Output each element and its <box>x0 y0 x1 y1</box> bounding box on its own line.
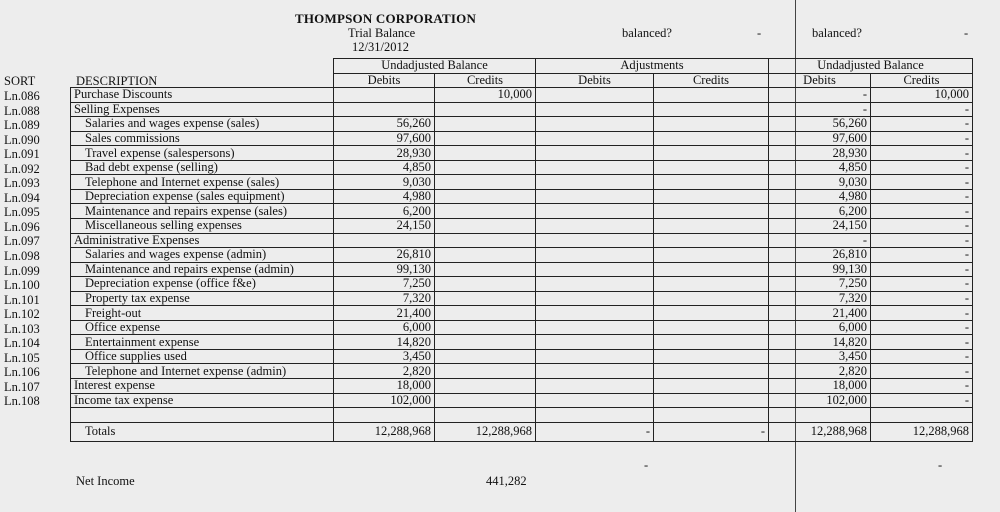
amount-cell <box>654 364 769 379</box>
amount-cell <box>536 233 654 248</box>
amount-cell: - <box>871 160 973 175</box>
amount-cell <box>435 189 536 204</box>
amount-cell <box>435 262 536 277</box>
amount-cell: 9,030 <box>334 175 435 190</box>
amount-cell: - <box>871 175 973 190</box>
amount-cell: 18,000 <box>334 379 435 394</box>
table-row <box>71 277 973 292</box>
empty-cell <box>654 408 769 423</box>
amount-cell <box>536 146 654 161</box>
amount-cell: 26,810 <box>334 248 435 263</box>
amount-cell <box>654 219 769 234</box>
amount-cell <box>536 204 654 219</box>
sort-code: Ln.097 <box>4 234 40 249</box>
group-spacer <box>71 59 334 74</box>
amount-cell <box>654 160 769 175</box>
amount-cell: 24,150 <box>769 219 871 234</box>
table-row <box>71 379 973 394</box>
amount-cell: 4,850 <box>334 160 435 175</box>
sort-code: Ln.093 <box>4 176 40 191</box>
amount-cell: 6,200 <box>334 204 435 219</box>
col-bal-debits: Debits <box>769 73 871 88</box>
col-unadj-credits: Credits <box>435 73 536 88</box>
amount-cell <box>435 320 536 335</box>
amount-cell: 4,980 <box>769 189 871 204</box>
amount-cell: - <box>871 364 973 379</box>
amount-cell <box>536 189 654 204</box>
table-row <box>71 131 973 146</box>
amount-cell: 24,150 <box>334 219 435 234</box>
amount-cell: - <box>871 146 973 161</box>
amount-cell: 10,000 <box>435 88 536 103</box>
row-description: Salaries and wages expense (admin) <box>71 248 334 263</box>
col-bal-credits: Credits <box>871 73 973 88</box>
sort-code: Ln.094 <box>4 190 40 205</box>
table-row <box>71 88 973 103</box>
amount-cell <box>435 306 536 321</box>
amount-cell: 26,810 <box>769 248 871 263</box>
sort-code: Ln.101 <box>4 292 40 307</box>
table-row <box>71 160 973 175</box>
total-cell: - <box>654 422 769 441</box>
empty-cell <box>334 408 435 423</box>
amount-cell <box>334 88 435 103</box>
sort-header: SORT <box>4 74 36 88</box>
amount-cell <box>654 131 769 146</box>
amount-cell <box>334 233 435 248</box>
company-name: THOMPSON CORPORATION <box>295 11 477 26</box>
amount-cell: 21,400 <box>334 306 435 321</box>
amount-cell <box>536 117 654 132</box>
amount-cell: - <box>871 117 973 132</box>
table-row <box>71 248 973 263</box>
amount-cell <box>435 146 536 161</box>
amount-cell <box>536 175 654 190</box>
amount-cell <box>654 320 769 335</box>
sort-column <box>4 89 40 409</box>
row-description: Administrative Expenses <box>71 233 334 248</box>
total-cell: 12,288,968 <box>334 422 435 441</box>
col-unadj-debits: Debits <box>334 73 435 88</box>
amount-cell: 10,000 <box>871 88 973 103</box>
amount-cell: 97,600 <box>334 131 435 146</box>
row-description: Office expense <box>71 320 334 335</box>
amount-cell: 4,980 <box>334 189 435 204</box>
amount-cell <box>435 102 536 117</box>
sort-code: Ln.092 <box>4 161 40 176</box>
amount-cell <box>654 146 769 161</box>
table-row <box>71 233 973 248</box>
row-description: Sales commissions <box>71 131 334 146</box>
table-row <box>71 189 973 204</box>
empty-cell <box>536 408 654 423</box>
table-row <box>71 175 973 190</box>
amount-cell: 2,820 <box>334 364 435 379</box>
group-balance: Undadjusted Balance <box>769 59 973 74</box>
sort-code: Ln.090 <box>4 132 40 147</box>
amount-cell <box>536 248 654 263</box>
amount-cell <box>654 117 769 132</box>
sort-code: Ln.091 <box>4 147 40 162</box>
balanced-label-2: balanced? <box>812 26 862 40</box>
table-row <box>71 349 973 364</box>
empty-cell <box>871 408 973 423</box>
sort-code: Ln.100 <box>4 278 40 293</box>
amount-cell <box>435 379 536 394</box>
amount-cell <box>536 349 654 364</box>
balanced-value-2: - <box>964 26 969 40</box>
amount-cell: - <box>871 262 973 277</box>
amount-cell <box>435 175 536 190</box>
table-row <box>71 117 973 132</box>
row-description: Maintenance and repairs expense (admin) <box>71 262 334 277</box>
total-cell: 12,288,968 <box>871 422 973 441</box>
amount-cell <box>654 204 769 219</box>
trial-balance-table <box>70 58 973 442</box>
row-description: Bad debt expense (selling) <box>71 160 334 175</box>
totals-row <box>71 422 973 441</box>
group-unadjusted: Undadjusted Balance <box>334 59 536 74</box>
table-body <box>71 88 973 442</box>
sort-code: Ln.103 <box>4 321 40 336</box>
amount-cell: - <box>871 277 973 292</box>
amount-cell <box>536 335 654 350</box>
amount-cell <box>654 277 769 292</box>
amount-cell <box>654 233 769 248</box>
amount-cell <box>654 102 769 117</box>
amount-cell <box>654 262 769 277</box>
row-description: Travel expense (salespersons) <box>71 146 334 161</box>
row-description: Selling Expenses <box>71 102 334 117</box>
amount-cell: 7,250 <box>334 277 435 292</box>
amount-cell: 18,000 <box>769 379 871 394</box>
report-title: Trial Balance <box>348 26 416 40</box>
row-description: Miscellaneous selling expenses <box>71 219 334 234</box>
net-income-value: 441,282 <box>486 474 527 488</box>
balanced-value-1: - <box>757 26 762 40</box>
sort-code: Ln.098 <box>4 249 40 264</box>
amount-cell: 56,260 <box>769 117 871 132</box>
amount-cell <box>435 291 536 306</box>
amount-cell <box>536 393 654 408</box>
group-adjustments: Adjustments <box>536 59 769 74</box>
table-row <box>71 291 973 306</box>
amount-cell <box>435 364 536 379</box>
amount-cell <box>654 393 769 408</box>
amount-cell <box>435 131 536 146</box>
sort-code: Ln.086 <box>4 89 40 103</box>
sort-code: Ln.089 <box>4 118 40 133</box>
amount-cell <box>654 88 769 103</box>
empty-cell <box>71 408 334 423</box>
amount-cell <box>654 306 769 321</box>
amount-cell <box>536 320 654 335</box>
table-row <box>71 262 973 277</box>
amount-cell <box>435 233 536 248</box>
amount-cell: 102,000 <box>334 393 435 408</box>
amount-cell <box>536 291 654 306</box>
amount-cell: 9,030 <box>769 175 871 190</box>
table-row <box>71 320 973 335</box>
amount-cell <box>435 204 536 219</box>
amount-cell: 7,320 <box>334 291 435 306</box>
description-header: DESCRIPTION <box>76 74 158 88</box>
amount-cell <box>654 189 769 204</box>
amount-cell: 7,250 <box>769 277 871 292</box>
amount-cell: - <box>871 320 973 335</box>
report-date: 12/31/2012 <box>352 40 409 54</box>
group-header-row <box>71 59 973 74</box>
totals-label: Totals <box>71 422 334 441</box>
row-description: Interest expense <box>71 379 334 394</box>
amount-cell <box>536 306 654 321</box>
total-cell: 12,288,968 <box>769 422 871 441</box>
amount-cell: 14,820 <box>769 335 871 350</box>
amount-cell: 21,400 <box>769 306 871 321</box>
amount-cell: 6,000 <box>769 320 871 335</box>
col-adj-credits: Credits <box>654 73 769 88</box>
amount-cell <box>536 131 654 146</box>
table-row <box>71 393 973 408</box>
amount-cell <box>435 349 536 364</box>
amount-cell: 4,850 <box>769 160 871 175</box>
amount-cell <box>654 291 769 306</box>
row-description: Income tax expense <box>71 393 334 408</box>
amount-cell <box>536 379 654 394</box>
amount-cell: - <box>871 306 973 321</box>
sort-code: Ln.107 <box>4 379 40 394</box>
amount-cell: - <box>769 102 871 117</box>
amount-cell <box>536 88 654 103</box>
amount-cell: 102,000 <box>769 393 871 408</box>
amount-cell: - <box>871 204 973 219</box>
amount-cell <box>536 277 654 292</box>
amount-cell: 28,930 <box>334 146 435 161</box>
row-description: Telephone and Internet expense (admin) <box>71 364 334 379</box>
amount-cell <box>654 379 769 394</box>
amount-cell: - <box>871 393 973 408</box>
amount-cell <box>536 219 654 234</box>
amount-cell <box>435 277 536 292</box>
row-description: Purchase Discounts <box>71 88 334 103</box>
amount-cell: - <box>871 248 973 263</box>
row-description: Depreciation expense (sales equipment) <box>71 189 334 204</box>
amount-cell: 99,130 <box>769 262 871 277</box>
amount-cell <box>435 160 536 175</box>
amount-cell: - <box>871 379 973 394</box>
amount-cell: 97,600 <box>769 131 871 146</box>
amount-cell: 6,000 <box>334 320 435 335</box>
amount-cell <box>536 262 654 277</box>
amount-cell: 3,450 <box>769 349 871 364</box>
amount-cell <box>435 248 536 263</box>
amount-cell <box>536 160 654 175</box>
sort-code: Ln.099 <box>4 263 40 278</box>
row-description: Freight-out <box>71 306 334 321</box>
amount-cell: - <box>871 233 973 248</box>
desc-header-cell <box>71 73 334 88</box>
sort-code: Ln.095 <box>4 205 40 220</box>
balanced-label-1: balanced? <box>622 26 672 40</box>
sort-code: Ln.105 <box>4 350 40 365</box>
sort-code: Ln.088 <box>4 103 40 118</box>
amount-cell: - <box>769 233 871 248</box>
empty-cell <box>435 408 536 423</box>
row-description: Depreciation expense (office f&e) <box>71 277 334 292</box>
amount-cell: 56,260 <box>334 117 435 132</box>
amount-cell: - <box>871 349 973 364</box>
total-cell: - <box>536 422 654 441</box>
sort-code: Ln.096 <box>4 219 40 234</box>
table-row <box>71 146 973 161</box>
amount-cell <box>435 117 536 132</box>
amount-cell: 14,820 <box>334 335 435 350</box>
row-description: Entertainment expense <box>71 335 334 350</box>
amount-cell: 2,820 <box>769 364 871 379</box>
row-description: Office supplies used <box>71 349 334 364</box>
amount-cell: - <box>871 189 973 204</box>
table-row <box>71 364 973 379</box>
amount-cell <box>435 393 536 408</box>
amount-cell: 3,450 <box>334 349 435 364</box>
amount-cell: - <box>769 88 871 103</box>
amount-cell <box>654 335 769 350</box>
row-description: Telephone and Internet expense (sales) <box>71 175 334 190</box>
column-header-row <box>71 73 973 88</box>
amount-cell <box>435 335 536 350</box>
amount-cell: 6,200 <box>769 204 871 219</box>
sort-code: Ln.102 <box>4 307 40 322</box>
sort-code: Ln.104 <box>4 336 40 351</box>
total-cell: 12,288,968 <box>435 422 536 441</box>
amount-cell <box>654 349 769 364</box>
sort-code: Ln.108 <box>4 394 40 409</box>
amount-cell: - <box>871 219 973 234</box>
row-description: Maintenance and repairs expense (sales) <box>71 204 334 219</box>
adjustments-check-dash: - <box>644 458 649 472</box>
amount-cell: - <box>871 131 973 146</box>
table-row <box>71 335 973 350</box>
amount-cell: - <box>871 291 973 306</box>
spacer-row <box>71 408 973 423</box>
col-adj-debits: Debits <box>536 73 654 88</box>
table-row <box>71 219 973 234</box>
amount-cell <box>334 102 435 117</box>
table-row <box>71 306 973 321</box>
amount-cell <box>654 175 769 190</box>
table-row <box>71 204 973 219</box>
amount-cell <box>536 102 654 117</box>
amount-cell <box>536 364 654 379</box>
table-row <box>71 102 973 117</box>
row-description: Property tax expense <box>71 291 334 306</box>
amount-cell <box>435 219 536 234</box>
amount-cell: 99,130 <box>334 262 435 277</box>
amount-cell: - <box>871 102 973 117</box>
amount-cell: - <box>871 335 973 350</box>
sort-code: Ln.106 <box>4 365 40 380</box>
amount-cell: 28,930 <box>769 146 871 161</box>
net-income-label: Net Income <box>76 474 135 488</box>
empty-cell <box>769 408 871 423</box>
balance-check-dash: - <box>938 458 943 472</box>
amount-cell: 7,320 <box>769 291 871 306</box>
row-description: Salaries and wages expense (sales) <box>71 117 334 132</box>
amount-cell <box>654 248 769 263</box>
